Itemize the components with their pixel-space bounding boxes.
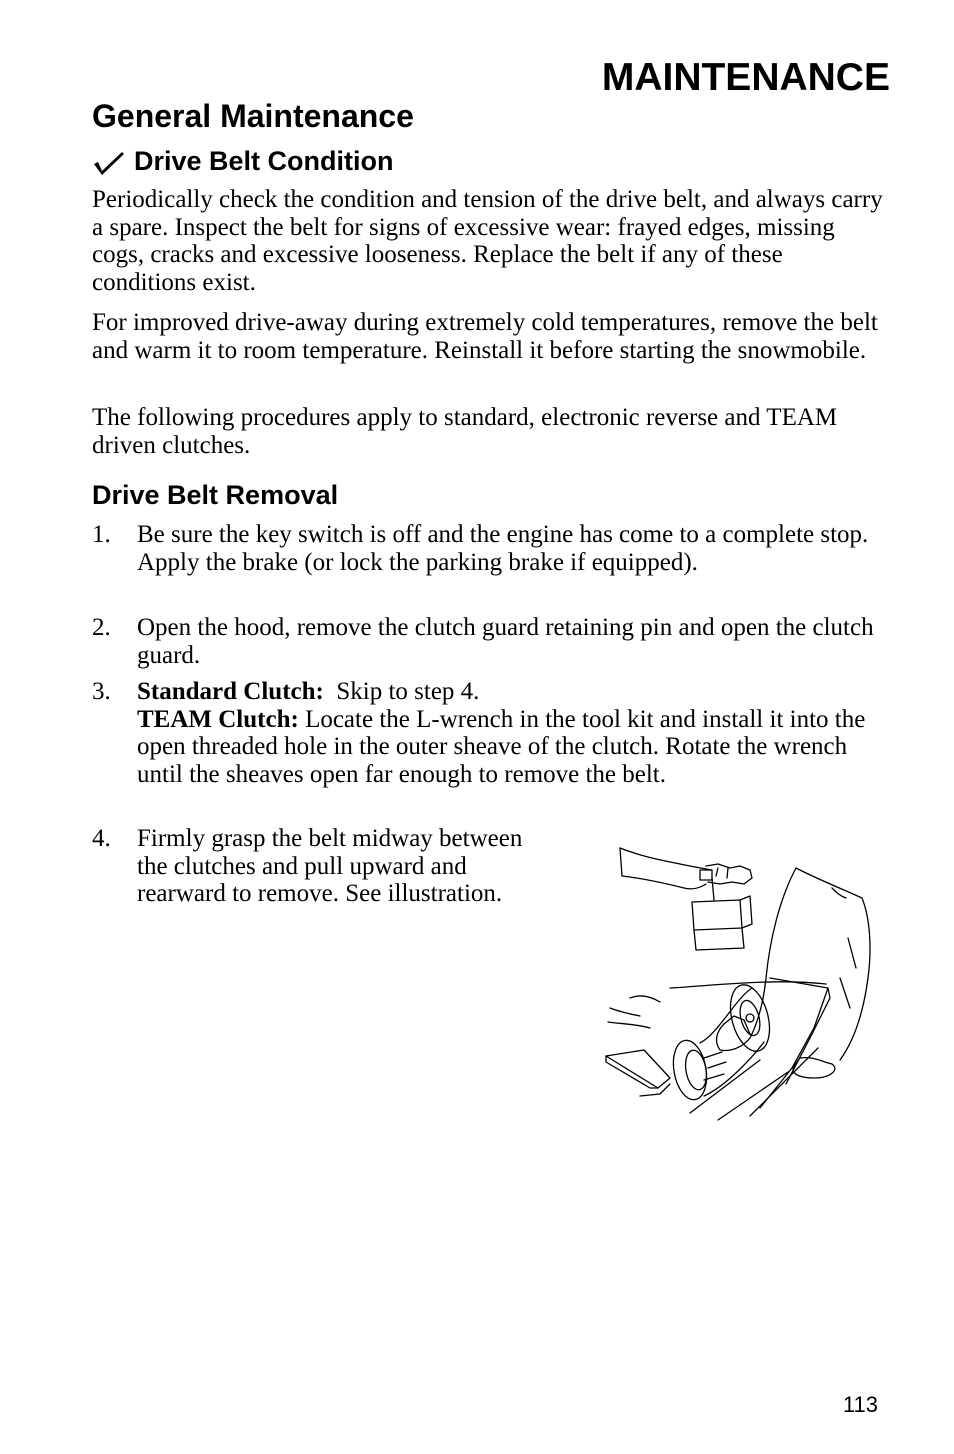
step-text: Open the hood, remove the clutch guard retaining pin and open the clutch guard. (137, 614, 874, 669)
belt-removal-illustration (600, 838, 882, 1123)
checkmark-icon (92, 149, 126, 175)
step-text: Firmly grasp the belt midway between the clutches and pull upward and rearward to remove. See illustration. (137, 825, 523, 908)
drive-belt-condition-heading-text: Drive Belt Condition (134, 146, 394, 176)
drive-belt-condition-heading (92, 146, 394, 177)
team-clutch-line (137, 706, 892, 789)
team-clutch-label: TEAM Clutch: (137, 705, 299, 733)
step-number: 2. (92, 614, 111, 641)
subsection-title: General Maintenance (92, 98, 414, 134)
section-title: MAINTENANCE (601, 56, 890, 99)
standard-clutch-text: Skip to step 4. (336, 678, 480, 705)
list-item-step-3 (92, 678, 892, 788)
standard-clutch-line (137, 678, 892, 706)
step-number: 3. (92, 678, 111, 705)
paragraph-cold-temperatures: For improved drive-away during extremely cold temperatures, remove the belt and warm it to room temperature. Reinstall it before starting the snowmobile. (92, 309, 878, 364)
step-text: Be sure the key switch is off and the engine has come to a complete stop. Apply the brake (or lock the parking brake if equipped). (137, 521, 869, 576)
paragraph-belt-inspection: Periodically check the condition and tension of the drive belt, and always carry a spare. Inspect the belt for signs of excessive wear: frayed edges, missing cogs, cracks and excessive looseness. Replace the belt if any of these conditions exist. (92, 186, 883, 296)
team-clutch-text: Locate the L-wrench in the tool kit and install it into the open threaded hole in the outer sheave of the clutch. Rotate the wrench until the sheaves open far enough to remove the belt. (137, 705, 866, 788)
step-text (137, 678, 892, 788)
paragraph-clutch-types: The following procedures apply to standard, electronic reverse and TEAM driven clutches. (92, 404, 838, 459)
step-number: 1. (92, 521, 111, 548)
step-number: 4. (92, 825, 111, 852)
page-number: 113 (842, 1392, 878, 1417)
drive-belt-removal-heading: Drive Belt Removal (92, 480, 339, 510)
standard-clutch-label: Standard Clutch: (137, 678, 324, 705)
list-item-step-4 (92, 825, 552, 908)
list-item-step-2 (92, 614, 892, 669)
list-item-step-1 (92, 521, 892, 576)
